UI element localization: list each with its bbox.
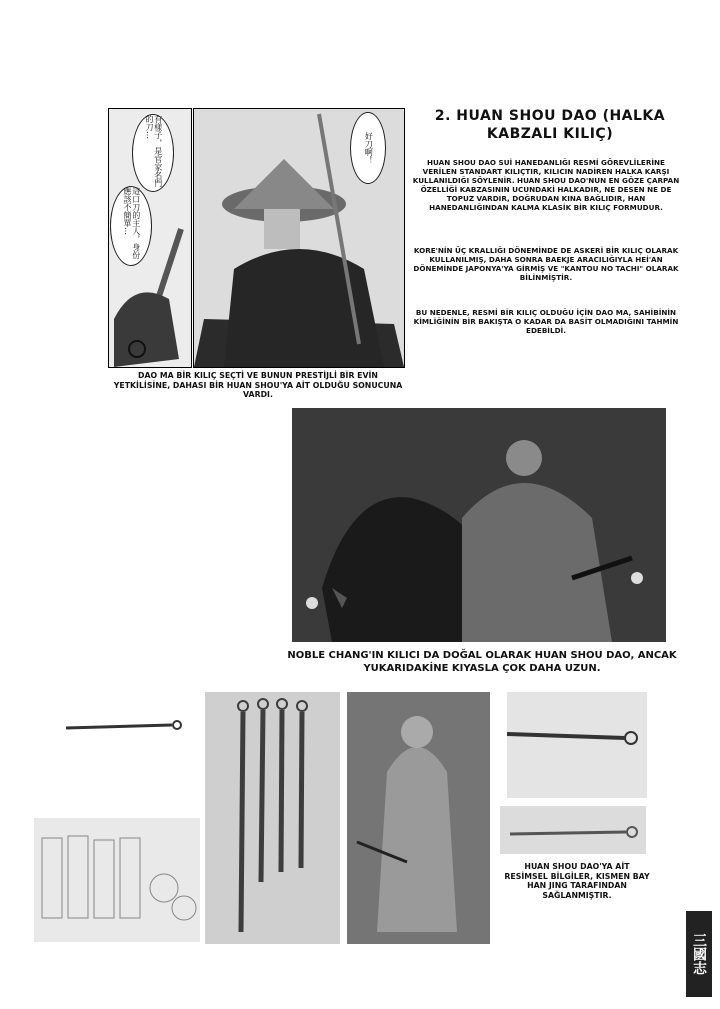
sword-museum-photo: [507, 692, 647, 798]
four-swords-photo: [205, 692, 340, 944]
relief-figures-image: [34, 818, 200, 942]
caption-panel-3: NOBLE CHANG'IN KILICI DA DOĞAL OLARAK HUAN SHOU DAO, ANCAK YUKARIDAKİNE KIYASLA ÇOK DAHA UZUN.: [287, 650, 677, 674]
speech-bubble-3: 好刀啊！: [350, 112, 386, 184]
caption-credits: HUAN SHOU DAO'YA AİT RESİMSEL BİLGİLER, KISMEN BAY HAN JING TARAFINDAN SAĞLANMIŞTIR.: [504, 862, 650, 901]
sword-display-image: [507, 692, 647, 798]
caption-panel-1: DAO MA BİR KILIÇ SEÇTİ VE BUNUN PRESTİJLİ BİR EVİN YETKİLİSİNE, DAHASI BİR HUAN SHOU'YA AİT OLDUĞU SONUCUNA VARDI.: [113, 371, 403, 400]
sword-ring-pommel-image: [500, 806, 646, 854]
section-paragraph-2: KORE'NİN ÜÇ KRALLIĞI DÖNEMİNDE DE ASKERİ BİR KILIÇ OLARAK KULLANILMIŞ, DAHA SONRA BAEKJE ARACILIĞIYLA HEİ'AN DÖNEMİNDE JAPONYA'YA GİRMİŞ VE "KANTOU NO TACHI" OLARAK BİLİNMİŞTİR.: [413, 246, 679, 282]
speech-bubble-1: 有樣子，是官家名門的刀…: [132, 114, 174, 192]
rider-on-horse-illustration: [292, 408, 666, 642]
four-rusty-swords-image: [205, 692, 340, 944]
armored-warrior-figure-image: [347, 692, 490, 944]
speech-bubble-2: 這口刀的主人，身份應該不簡單…: [110, 186, 152, 266]
section-title-line-1: 2. HUAN SHOU DAO (HALKA: [434, 108, 666, 124]
publisher-logo: 三國志: [686, 911, 712, 997]
section-title-line-2: KABZALI KILIÇ): [486, 126, 614, 142]
single-sword-image: [60, 712, 190, 742]
section-paragraph-1: HUAN SHOU DAO SUİ HANEDANLIĞI RESMİ GÖREVLİLERİNE VERİLEN STANDART KILIÇTIR, KILICIN NADİREN HALKA KARŞI KULLANILDIĞI SÖYLENİR. HUAN SHOU DAO'NUN EN GÖZE ÇARPAN ÖZELLİĞİ KABZASININ UCUNDAKİ HALKADIR, NE DESEN NE DE TOPUZ VARDIR, DOĞRUDAN KINA BAĞLIDIR, HAN HANEDANLIĞINDAN KALMA KLASİK BİR KILIÇ FORMUDUR.: [412, 158, 680, 212]
sword-pommel-photo: [500, 806, 646, 854]
manga-panel-rider: [292, 408, 666, 642]
armored-figure-photo: [347, 692, 490, 944]
section-paragraph-3: BU NEDENLE, RESMİ BİR KILIÇ OLDUĞU İÇİN DAO MA, SAHİBİNİN KİMLİĞİNİN BİR BAKIŞTA O KADAR DA BASİT OLMADIĞINI TAHMİN EDEBİLDİ.: [413, 308, 679, 335]
relief-sketch-photo: [34, 818, 200, 942]
sword-photo-single: [60, 712, 190, 742]
